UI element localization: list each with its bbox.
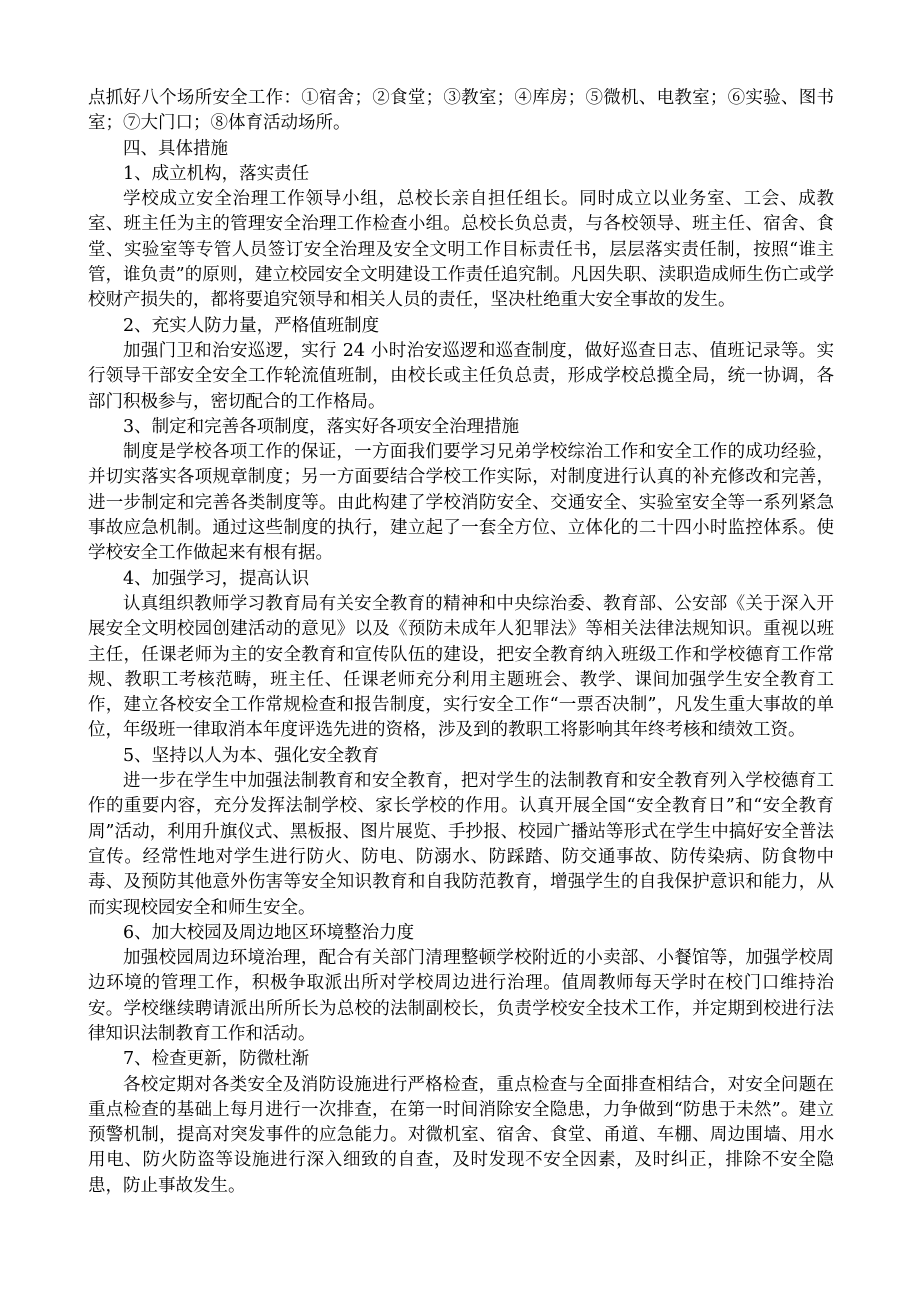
- paragraph-2: 加强门卫和治安巡逻，实行 24 小时治安巡逻和巡查制度，做好巡查日志、值班记录等。实行领导干部安全安全工作轮流值班制，由校长或主任负总责，形成学校总揽全局，统一协调，各部门积极参与，密切配合的工作格局。: [88, 340, 834, 412]
- paragraph-1: 学校成立安全治理工作领导小组，总校长亲自担任组长。同时成立以业务室、工会、成教室、班主任为主的管理安全治理工作检查小组。总校长负总责，与各校领导、班主任、宿舍、食堂、实验室等专管人员签订安全治理及安全文明工作目标责任书，层层落实责任制，按照“谁主管，谁负责”的原则，建立校园安全文明建设工作责任追究制。凡因失职、渎职造成师生伤亡或学校财产损失的，都将要追究领导和相关人员的责任，坚决杜绝重大安全事故的发生。: [88, 189, 834, 311]
- subheading-4: 4、加强学习，提高认识: [123, 568, 310, 589]
- paragraph-continued: 点抓好八个场所安全工作：①宿舍；②食堂；③教室；④库房；⑤微机、电教室；⑥实验、图书室；⑦大门口；⑧体育活动场所。: [88, 88, 834, 134]
- document-page: [88, 86, 834, 1199]
- subheading-6: 6、加大校园及周边地区环境整治力度: [123, 922, 415, 943]
- section-heading-measures: 四、具体措施: [123, 138, 228, 159]
- subheading-7: 7、检查更新，防微杜渐: [123, 1049, 310, 1070]
- paragraph-7: 各校定期对各类安全及消防设施进行严格检查，重点检查与全面排查相结合，对安全问题在重点检查的基础上每月进行一次排查，在第一时间消除安全隐患，力争做到“防患于未然”。建立预警机制，提高对突发事件的应急能力。对微机室、宿舍、食堂、甬道、车棚、周边围墙、用水用电、防火防盗等设施进行深入细致的自查，及时发现不安全因素，及时纠正，排除不安全隐患，防止事故发生。: [88, 1074, 834, 1196]
- subheading-5: 5、坚持以人为本、强化安全教育: [123, 745, 380, 766]
- paragraph-5: 进一步在学生中加强法制教育和安全教育，把对学生的法制教育和安全教育列入学校德育工作的重要内容，充分发挥法制学校、家长学校的作用。认真开展全国“安全教育日”和“安全教育周”活动，利用升旗仪式、黑板报、图片展览、手抄报、校园广播站等形式在学生中搞好安全普法宣传。经常性地对学生进行防火、防电、防溺水、防踩踏、防交通事故、防传染病、防食物中毒、及预防其他意外伤害等安全知识教育和自我防范教育，增强学生的自我保护意识和能力，从而实现校园安全和师生安全。: [88, 771, 834, 918]
- subheading-3: 3、制定和完善各项制度，落实好各项安全治理措施: [123, 416, 520, 437]
- paragraph-4: 认真组织教师学习教育局有关安全教育的精神和中央综治委、教育部、公安部《关于深入开展安全文明校园创建活动的意见》以及《预防未成年人犯罪法》等相关法律法规知识。重视以班主任，任课老师为主的安全教育和宣传队伍的建设，把安全教育纳入班级工作和学校德育工作常规、教职工考核范畴，班主任、任课老师充分利用主题班会、教学、课间加强学生安全教育工作，建立各校安全工作常规检查和报告制度，实行安全工作“一票否决制”，凡发生重大事故的单位，年级班一律取消本年度评选先进的资格，涉及到的教职工将影响其年终考核和绩效工资。: [88, 593, 834, 741]
- paragraph-6: 加强校园周边环境治理，配合有关部门清理整顿学校附近的小卖部、小餐馆等，加强学校周边环境的管理工作，积极争取派出所对学校周边进行治理。值周教师每天学时在校门口维持治安。学校继续聘请派出所所长为总校的法制副校长，负责学校安全技术工作，并定期到校进行法律知识法制教育工作和活动。: [88, 948, 834, 1044]
- subheading-1: 1、成立机构，落实责任: [123, 163, 310, 184]
- paragraph-3: 制度是学校各项工作的保证，一方面我们要学习兄弟学校综治工作和安全工作的成功经验，并切实落实各项规章制度；另一方面要结合学校工作实际，对制度进行认真的补充修改和完善，进一步制定和完善各类制度等。由此构建了学校消防安全、交通安全、实验室安全等一系列紧急事故应急机制。通过这些制度的执行，建立起了一套全方位、立体化的二十四小时监控体系。使学校安全工作做起来有根有据。: [88, 442, 834, 564]
- subheading-2: 2、充实人防力量，严格值班制度: [123, 315, 380, 336]
